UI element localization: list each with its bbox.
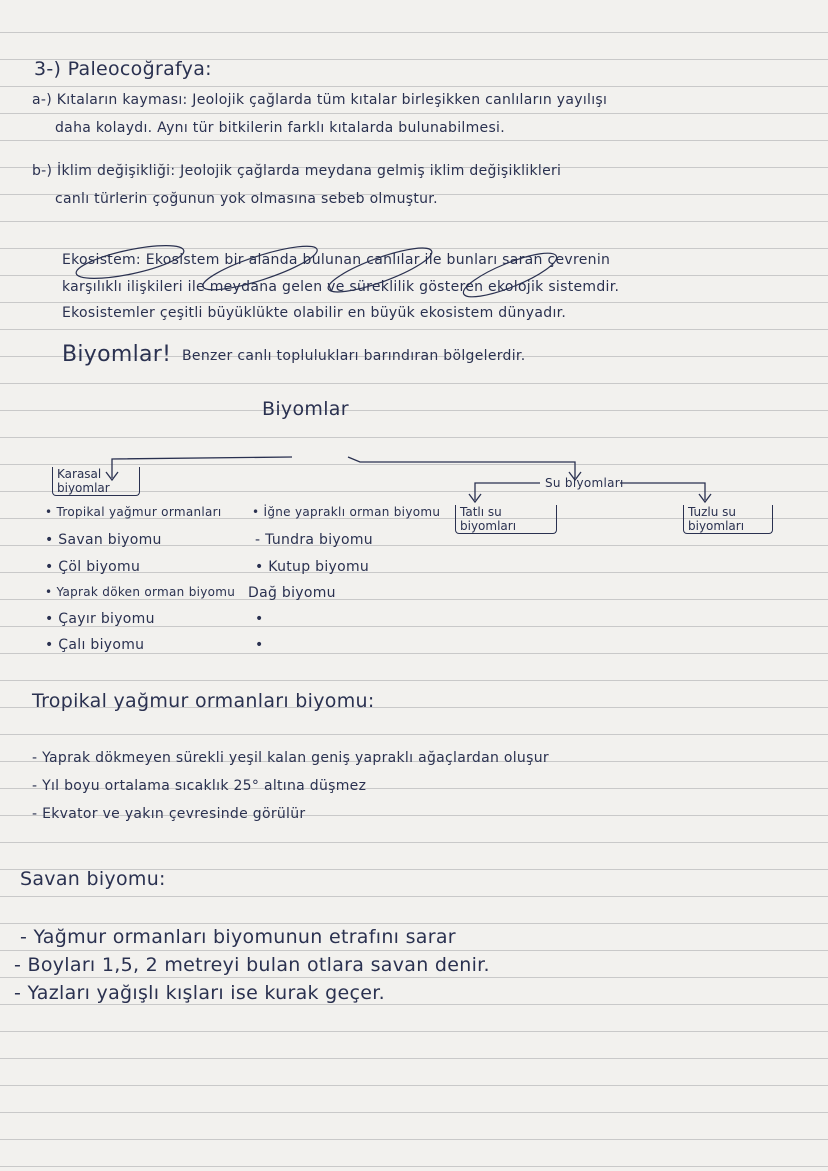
biome-item: • Tropikal yağmur ormanları bbox=[45, 505, 222, 519]
biomes-term: Biyomlar! bbox=[62, 342, 172, 367]
savanna-heading: Savan biyomu: bbox=[20, 868, 166, 890]
biome-item: • bbox=[255, 611, 264, 627]
tropical-item: - Ekvator ve yakın çevresinde görülür bbox=[32, 806, 306, 822]
biome-item: • Kutup biyomu bbox=[255, 559, 370, 575]
biome-item: • bbox=[255, 637, 264, 653]
biome-item: • Çayır biyomu bbox=[45, 611, 155, 627]
biome-item: • Çöl biyomu bbox=[45, 559, 141, 575]
section-heading: 3-) Paleocoğrafya: bbox=[34, 58, 212, 80]
tropical-item: - Yaprak dökmeyen sürekli yeşil kalan geniş yapraklı ağaçlardan oluşur bbox=[32, 750, 549, 766]
tropical-item: - Yıl boyu ortalama sıcaklık 25° altına düşmez bbox=[32, 778, 367, 794]
savanna-item: - Boyları 1,5, 2 metreyi bulan otlara savan denir. bbox=[14, 954, 490, 976]
water-biomes-label: Su biyomları bbox=[545, 476, 624, 490]
land-biomes-box: Karasal biyomlar bbox=[52, 467, 140, 496]
biome-item: • Yaprak döken orman biyomu bbox=[45, 585, 236, 599]
saltwater-box: Tuzlu su biyomları bbox=[683, 505, 773, 534]
text-line: a-) Kıtaların kayması: Jeolojik çağlarda tüm kıtalar birleşikken canlıların yayılışı bbox=[32, 92, 608, 108]
biome-item: • Çalı biyomu bbox=[45, 637, 145, 653]
savanna-item: - Yağmur ormanları biyomunun etrafını sarar bbox=[20, 926, 456, 948]
text-line: canlı türlerin çoğunun yok olmasına sebeb olmuştur. bbox=[55, 191, 438, 207]
diagram-root: Biyomlar bbox=[262, 398, 349, 420]
biome-item: Dağ biyomu bbox=[248, 585, 336, 601]
biomes-definition: Benzer canlı toplulukları barındıran bölgelerdir. bbox=[182, 348, 526, 364]
savanna-item: - Yazları yağışlı kışları ise kurak geçer. bbox=[14, 982, 385, 1004]
biome-item: • Savan biyomu bbox=[45, 532, 162, 548]
biome-item: - Tundra biyomu bbox=[255, 532, 373, 548]
text-line: b-) İklim değişikliği: Jeolojik çağlarda meydana gelmiş iklim değişiklikleri bbox=[32, 163, 562, 179]
biome-item: • İğne yapraklı orman biyomu bbox=[252, 505, 441, 519]
text-line: karşılıklı ilişkileri ile meydana gelen ve süreklilik gösteren ekolojik sistemdir. bbox=[62, 279, 620, 295]
text-line: daha kolaydı. Aynı tür bitkilerin farklı kıtalarda bulunabilmesi. bbox=[55, 120, 505, 136]
freshwater-box: Tatlı su biyomları bbox=[455, 505, 557, 534]
tropical-heading: Tropikal yağmur ormanları biyomu: bbox=[32, 690, 375, 712]
text-line: Ekosistem: Ekosistem bir alanda bulunan canlılar ile bunları saran çevrenin bbox=[62, 252, 611, 268]
text-line: Ekosistemler çeşitli büyüklükte olabilir en büyük ekosistem dünyadır. bbox=[62, 305, 567, 321]
